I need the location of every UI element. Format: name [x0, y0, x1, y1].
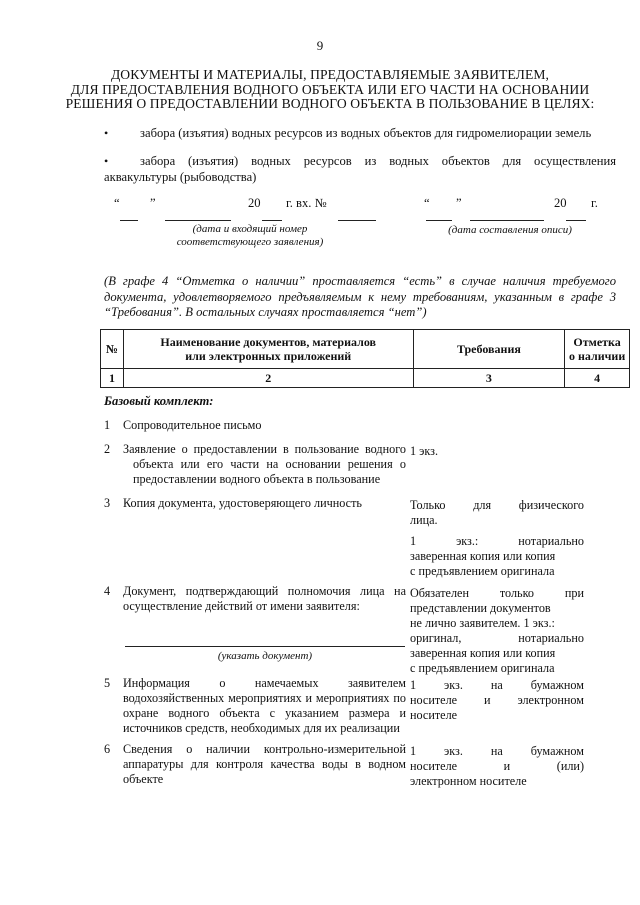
header-col-availability-line-1: Отметка: [573, 335, 621, 349]
page-number: 9: [316, 38, 324, 53]
item-requirement: [410, 586, 584, 676]
quote-open-right: “: [424, 196, 430, 210]
item-number: 6: [104, 742, 111, 756]
header-num-3: 3: [413, 369, 565, 388]
header-col-requirements: Требования: [413, 330, 565, 369]
header-num-4: 4: [565, 369, 630, 388]
item-name: Копия документа, удостоверяющего личность: [123, 496, 362, 510]
item-requirement: 1 экз.: [410, 444, 438, 458]
header-col-availability-line-2: о наличии: [568, 349, 626, 363]
blank-month-right: [470, 220, 544, 221]
title-line-2: ДЛЯ ПРЕДОСТАВЛЕНИЯ ВОДНОГО ОБЪЕКТА ИЛИ ЕГО ЧАСТИ НА ОСНОВАНИИ: [70, 81, 590, 97]
item-requirement: [410, 744, 584, 789]
item-name-line: объекта или его части на основании решения о: [133, 457, 406, 471]
specify-document-line: [125, 646, 405, 647]
purpose-text-2-cont: аквакультуры (рыбоводства): [104, 170, 257, 184]
incoming-number-label: г. вх. №: [286, 196, 327, 210]
item-name: Сопроводительное письмо: [123, 418, 262, 432]
item-number: 4: [104, 584, 111, 598]
item-requirement-line: 1 экз. на бумажном: [410, 744, 584, 758]
title-line-1: ДОКУМЕНТЫ И МАТЕРИАЛЫ, ПРЕДОСТАВЛЯЕМЫЕ ЗАЯВИТЕЛЕМ,: [110, 67, 550, 82]
bullet-icon: •: [104, 154, 109, 168]
instruction-note: (В графе 4 “Отметка о наличии” проставляется “есть” в случае наличия требуемого документа, удовлетворяемого предъявляемым к нему требованиям, указанным в графе 3 “Требования”. В остальных случаях проставляется “нет”): [104, 274, 616, 319]
item-name-line: Сведения о наличии контрольно-измерительной: [123, 742, 406, 756]
item-requirement-line: не лично заявителем. 1 экз.:: [410, 616, 555, 630]
item-name-line: водохозяйственных мероприятиях и мероприятиях по: [123, 691, 406, 705]
item-requirement-line: оригинал, нотариально: [410, 631, 584, 645]
item-requirement-line: 1 экз.: нотариально: [410, 534, 584, 548]
caption-inventory-date: (дата составления описи): [448, 224, 572, 236]
item-number: 2: [104, 442, 111, 456]
item-requirement-line: носителе и электронном: [410, 693, 584, 707]
header-col-documents: [123, 330, 413, 369]
header-col-number: №: [101, 330, 124, 369]
item-requirement-line: лица.: [410, 513, 438, 527]
item-number: 3: [104, 496, 111, 510]
item-name-line: Информация о намечаемых заявителем: [123, 676, 406, 690]
quote-open-left: “: [114, 196, 120, 210]
basic-set-label: Базовый комплект:: [104, 394, 214, 408]
item-name-line: объекте: [123, 772, 164, 786]
item-name-line: Заявление о предоставлении в пользование водного: [123, 442, 406, 456]
item-name: [123, 442, 406, 487]
header-num-1: 1: [101, 369, 124, 388]
purpose-text-2: забора (изъятия) водных ресурсов из водных объектов для осуществления: [140, 154, 616, 168]
blank-month-left: [165, 220, 231, 221]
item-requirement-line: носителе: [410, 708, 458, 722]
bullet-icon: •: [104, 126, 109, 140]
item-number: 1: [104, 418, 111, 432]
item-name: [123, 742, 406, 787]
quote-close-right: ”: [456, 196, 462, 210]
specify-document-caption: (указать документ): [217, 650, 313, 662]
caption-incoming-line-2: соответствующего заявления): [176, 236, 324, 248]
item-name-line: охране водного объекта с указанием размера и: [123, 706, 406, 720]
item-name: [123, 584, 406, 614]
document-title: [60, 68, 600, 112]
header-col-documents-line-2: или электронных приложений: [185, 349, 352, 363]
header-num-2: 2: [123, 369, 413, 388]
header-col-availability: [565, 330, 630, 369]
item-requirement-line: 1 экз. на бумажном: [410, 678, 584, 692]
item-requirement-line: заверенная копия или копия: [410, 549, 556, 563]
item-requirement-line: Только для физического: [410, 498, 584, 512]
blank-year-left: [262, 220, 282, 221]
blank-day-right: [426, 220, 452, 221]
documents-table-header: [100, 329, 630, 388]
item-name-line: аппаратуры для контроля качества воды в водном: [123, 757, 406, 771]
year-prefix-left: 20: [248, 196, 261, 210]
item-requirement-line: с предъявлением оригинала: [410, 564, 555, 578]
item-requirement: [410, 498, 584, 579]
item-name-line: источников средств, необходимых для их реализации: [123, 721, 400, 735]
caption-incoming: [160, 223, 340, 249]
item-requirement-line: носителе и (или): [410, 759, 584, 773]
item-requirement-line: Обязателен только при: [410, 586, 584, 600]
item-requirement-line: электронном носителе: [410, 774, 527, 788]
item-requirement-line: представлении документов: [410, 601, 551, 615]
item-requirement: [410, 678, 584, 723]
purpose-text-1: забора (изъятия) водных ресурсов из водных объектов для гидромелиорации земель: [140, 126, 592, 140]
blank-day-left: [120, 220, 138, 221]
item-name-line: предоставлении водного объекта в пользование: [133, 472, 381, 486]
title-line-3: РЕШЕНИЯ О ПРЕДОСТАВЛЕНИИ ВОДНОГО ОБЪЕКТА В ПОЛЬЗОВАНИЕ В ЦЕЛЯХ:: [65, 96, 595, 111]
blank-number-left: [338, 220, 376, 221]
quote-close-left: ”: [150, 196, 156, 210]
item-name-line: Документ, подтверждающий полномочия лица на: [123, 584, 406, 598]
item-requirement-line: с предъявлением оригинала: [410, 661, 555, 675]
caption-incoming-line-1: (дата и входящий номер: [192, 223, 308, 235]
item-name: [123, 676, 406, 736]
header-col-documents-line-1: Наименование документов, материалов: [160, 335, 377, 349]
item-number: 5: [104, 676, 111, 690]
year-suffix-right: г.: [591, 196, 598, 210]
year-prefix-right: 20: [554, 196, 567, 210]
blank-year-right: [566, 220, 586, 221]
item-name-line: осуществление действий от имени заявителя:: [123, 599, 360, 613]
item-requirement-line: заверенная копия или копия: [410, 646, 556, 660]
